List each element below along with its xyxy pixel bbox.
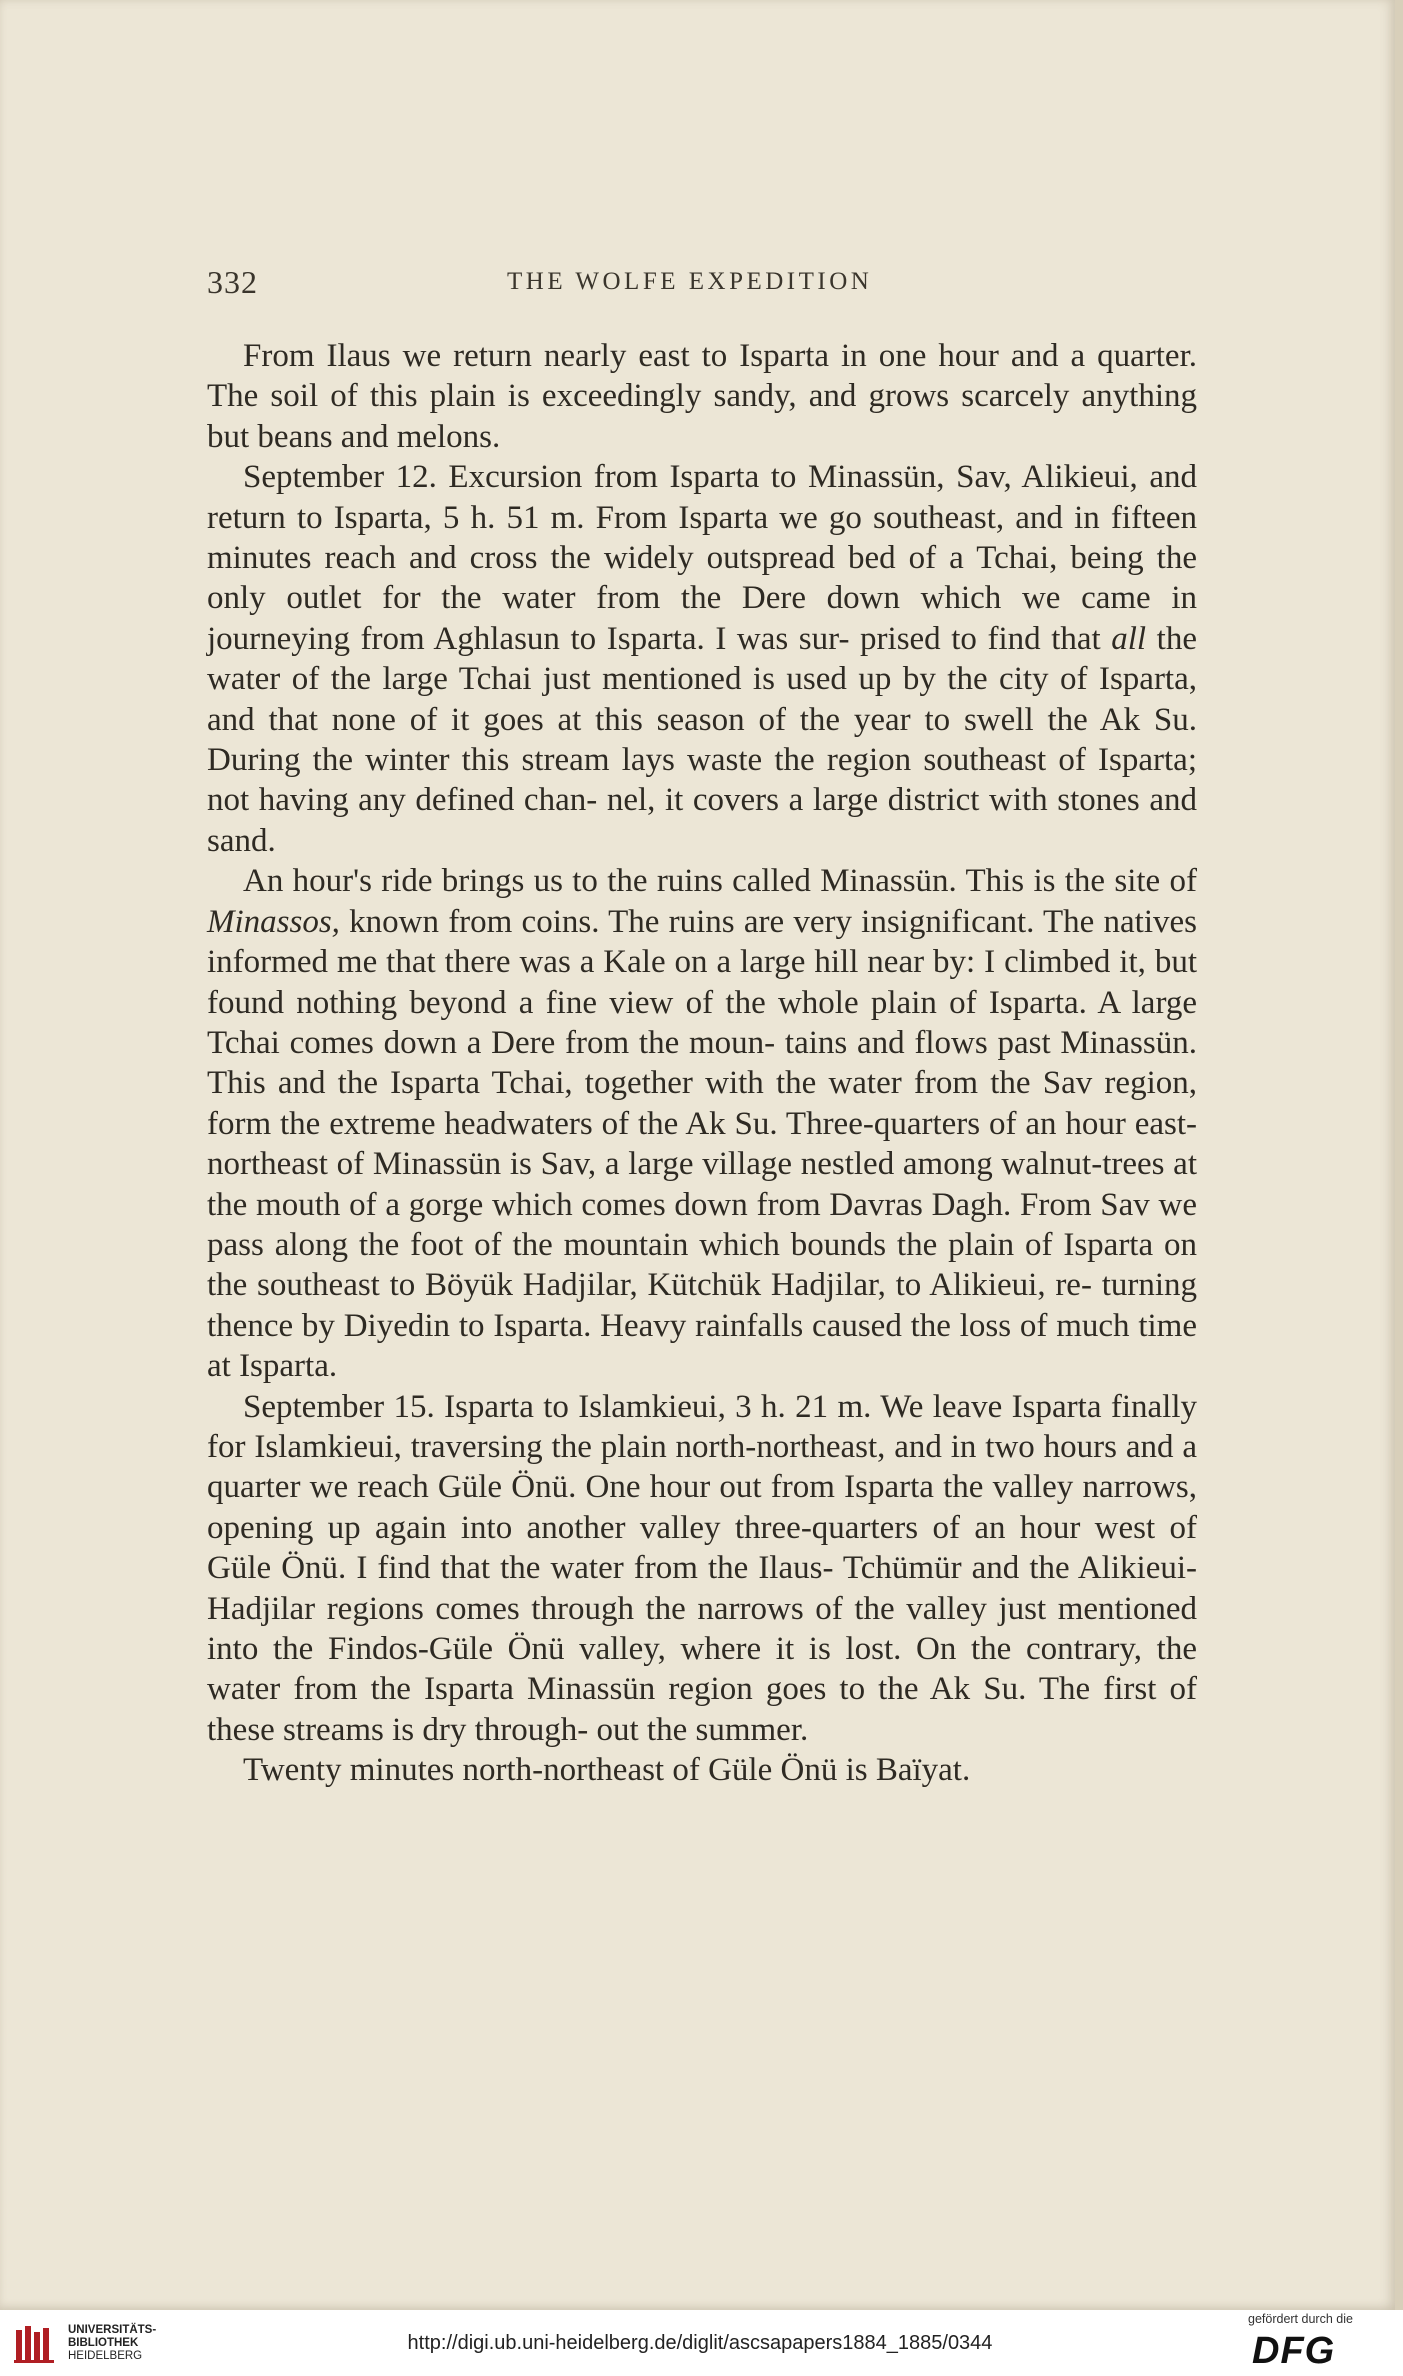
text-line: with the water from the Sav region, form the extreme headwaters of xyxy=(207,1065,1197,1142)
text-line: tains and flows past Minassün. This and the Isparta Tchai, together xyxy=(207,1024,1197,1102)
text-line: of the year to swell the Ak Su. During the winter this stream lays xyxy=(207,701,1198,779)
text-line: it is lost. On the contrary, the water from the Isparta Minassün xyxy=(207,1631,1197,1708)
text-line: gorge which comes down from Davras Dagh. From Sav we pass xyxy=(207,1186,1197,1263)
page-number: 332 xyxy=(207,264,258,300)
text-line: the Ak Su. Three-quarters of an hour east-northeast of Minassün is xyxy=(207,1105,1198,1183)
paragraph-4 xyxy=(207,1387,1197,1751)
library-line: UNIVERSITÄTS- xyxy=(68,2324,157,2336)
library-line: BIBLIOTHEK xyxy=(68,2337,139,2349)
text-line: region goes to the Ak Su. The first of these streams is dry through- xyxy=(207,1671,1197,1748)
text-segment: known from coins. The ruins are very insignificant. xyxy=(339,903,1035,940)
funding-note: gefördert durch die xyxy=(1248,2312,1353,2326)
text-line: quarter. The soil of this plain is exceedingly sandy, and grows xyxy=(207,338,1197,415)
text-line: along the foot of the mountain which bounds the plain of Isparta on xyxy=(274,1226,1197,1263)
text-line: Tchümür and the Alikieui-Hadjilar regions comes through the narrows xyxy=(207,1550,1197,1627)
text-line: The natives informed me that there was a Kale on a large hill near xyxy=(207,903,1198,981)
text-segment: prised to find that xyxy=(860,620,1112,657)
text-line: Tchai, being the only outlet for the water from the Dere down xyxy=(207,540,1197,617)
text-segment: the water of the large Tchai just mentioned is xyxy=(207,620,1197,698)
paragraph-1 xyxy=(207,336,1197,457)
page-edge xyxy=(1395,0,1403,2310)
ub-heidelberg-logo-icon xyxy=(14,2324,58,2364)
text-line: Sav, a large village nestled among walnut-trees at the mouth of a xyxy=(207,1146,1197,1223)
dfg-logo: DFG xyxy=(1252,2330,1336,2372)
library-name xyxy=(68,2324,156,2363)
running-head xyxy=(207,264,1197,304)
text-line: and return to Isparta, 5 h. 51 m. From Isparta we go southeast, xyxy=(207,459,1197,536)
text-line: which we came in journeying from Aghlasun to Isparta. I was sur- xyxy=(207,580,1198,657)
text-line: hours and a quarter we reach Güle Önü. One hour out from Isparta xyxy=(207,1428,1197,1506)
text-line: Twenty minutes north-northeast of Güle Önü is Baïyat. xyxy=(243,1752,971,1789)
library-line: HEIDELBERG xyxy=(68,2350,143,2362)
text-line: of an hour west of Güle Önü. I find that the water from the Ilaus- xyxy=(207,1509,1198,1587)
text-line: scarcely anything but beans and melons. xyxy=(207,378,1197,455)
paragraph-2 xyxy=(207,457,1197,861)
text-line: used up by the city of Isparta, and that none of it goes at this season xyxy=(207,661,1198,738)
paragraph-5 xyxy=(207,1750,1197,1790)
text-line: the southeast to Böyük Hadjilar, Kütchük Hadjilar, to Alikieui, re- xyxy=(207,1267,1092,1304)
body-text xyxy=(207,336,1197,1791)
text-line: waste the region southeast of Isparta; not having any defined chan- xyxy=(207,742,1197,819)
text-line: From Ilaus we return nearly east to Isparta in one hour and a xyxy=(243,338,1086,374)
text-line: turning thence by Diyedin to Isparta. Heavy rainfalls caused the xyxy=(207,1267,1198,1344)
text-line: nel, it covers a large district with stones and sand. xyxy=(207,782,1198,859)
text-line: of the valley just mentioned into the Findos-Güle Önü valley, where xyxy=(207,1590,1197,1667)
permalink-url[interactable]: http://digi.ub.uni-heidelberg.de/diglit/ascsapapers1884_1885/0344 xyxy=(407,2332,993,2354)
text-line: September 15. Isparta to Islamkieui, 3 h. 21 m. We leave Isparta xyxy=(243,1388,1102,1425)
paragraph-3 xyxy=(207,861,1197,1386)
text-line: out the summer. xyxy=(596,1711,809,1748)
text-line: plain of Isparta. A large Tchai comes down a Dere from the moun- xyxy=(207,984,1197,1061)
text-line: loss of much time at Isparta. xyxy=(207,1307,1198,1385)
text-line: An hour's ride brings us to the ruins called Minassün. This is the xyxy=(243,863,1106,900)
emphasis: Minassos, xyxy=(207,903,340,940)
text-line: finally for Islamkieui, traversing the plain north-northeast, and in two xyxy=(207,1388,1198,1465)
emphasis: all xyxy=(1111,620,1147,657)
text-line: by: I climbed it, but found nothing beyond a fine view of the whole xyxy=(207,944,1197,1021)
footer-bar xyxy=(0,2310,1403,2376)
text-line: the valley narrows, opening up again into another valley three-quarters xyxy=(207,1469,1197,1546)
text-line: and in fifteen minutes reach and cross the widely outspread bed of a xyxy=(207,499,1197,577)
text-segment: site of xyxy=(1114,863,1197,900)
running-title: THE WOLFE EXPEDITION xyxy=(507,268,873,295)
text-line: September 12. Excursion from Isparta to Minassün, Sav, Alikieui, xyxy=(243,459,1138,496)
